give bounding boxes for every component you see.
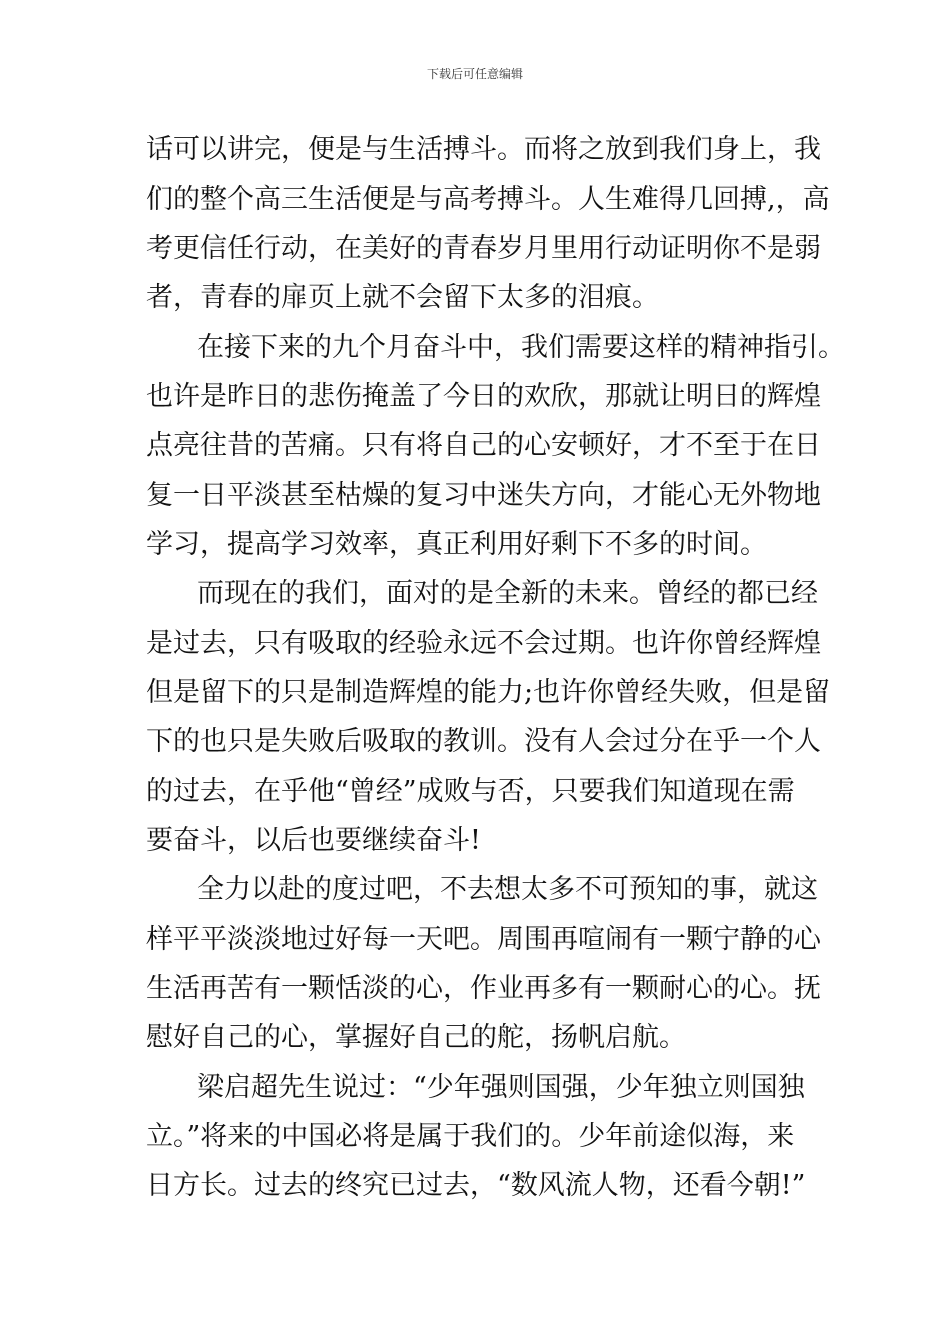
text-line: 下的也只是失败后吸取的教训。没有人会过分在乎一个人 bbox=[146, 726, 821, 757]
text-line: 是过去，只有吸取的经验永远不会过期。也许你曾经辉煌 bbox=[146, 628, 821, 659]
text-line: 者，青春的扉页上就不会留下太多的泪痕。 bbox=[146, 282, 659, 313]
text-line: 样平平淡淡地过好每一天吧。周围再喧闹有一颗宁静的心 bbox=[146, 924, 821, 955]
paragraph-first-line: 在接下来的九个月奋斗中，我们需要这样的精神指引。 bbox=[197, 332, 845, 363]
text-line: 生活再苦有一颗恬淡的心，作业再多有一颗耐心的心。抚 bbox=[146, 973, 821, 1004]
paragraph-first-line: 全力以赴的度过吧，不去想太多不可预知的事，就这 bbox=[197, 874, 818, 905]
text-line: 但是留下的只是制造辉煌的能力;也许你曾经失败，但是留 bbox=[146, 677, 831, 708]
text-line: 学习，提高学习效率，真正利用好剩下不多的时间。 bbox=[146, 529, 767, 560]
text-line: 慰好自己的心，掌握好自己的舵，扬帆启航。 bbox=[146, 1022, 686, 1053]
text-line: 点亮往昔的苦痛。只有将自己的心安顿好，才不至于在日 bbox=[146, 430, 821, 461]
text-line: 话可以讲完，便是与生活搏斗。而将之放到我们身上，我 bbox=[146, 134, 821, 165]
text-line: 考更信任行动，在美好的青春岁月里用行动证明你不是弱 bbox=[146, 233, 821, 264]
text-line: 立。”将来的中国必将是属于我们的。少年前途似海，来 bbox=[146, 1121, 795, 1152]
paragraph-first-line: 而现在的我们，面对的是全新的未来。曾经的都已经 bbox=[197, 578, 818, 609]
text-line: 日方长。过去的终究已过去，“数风流人物，还看今朝!” bbox=[146, 1170, 806, 1201]
text-line: 复一日平淡甚至枯燥的复习中迷失方向，才能心无外物地 bbox=[146, 480, 821, 511]
text-line: 的过去，在乎他“曾经”成败与否，只要我们知道现在需 bbox=[146, 776, 795, 807]
text-line: 要奋斗，以后也要继续奋斗! bbox=[146, 825, 481, 856]
text-line: 们的整个高三生活便是与高考搏斗。人生难得几回搏,，高 bbox=[146, 184, 830, 215]
paragraph-first-line: 梁启超先生说过：“少年强则国强，少年独立则国独 bbox=[197, 1072, 805, 1103]
text-line: 也许是昨日的悲伤掩盖了今日的欢欣，那就让明日的辉煌 bbox=[146, 381, 821, 412]
page-header: 下载后可任意编辑 bbox=[426, 67, 523, 81]
